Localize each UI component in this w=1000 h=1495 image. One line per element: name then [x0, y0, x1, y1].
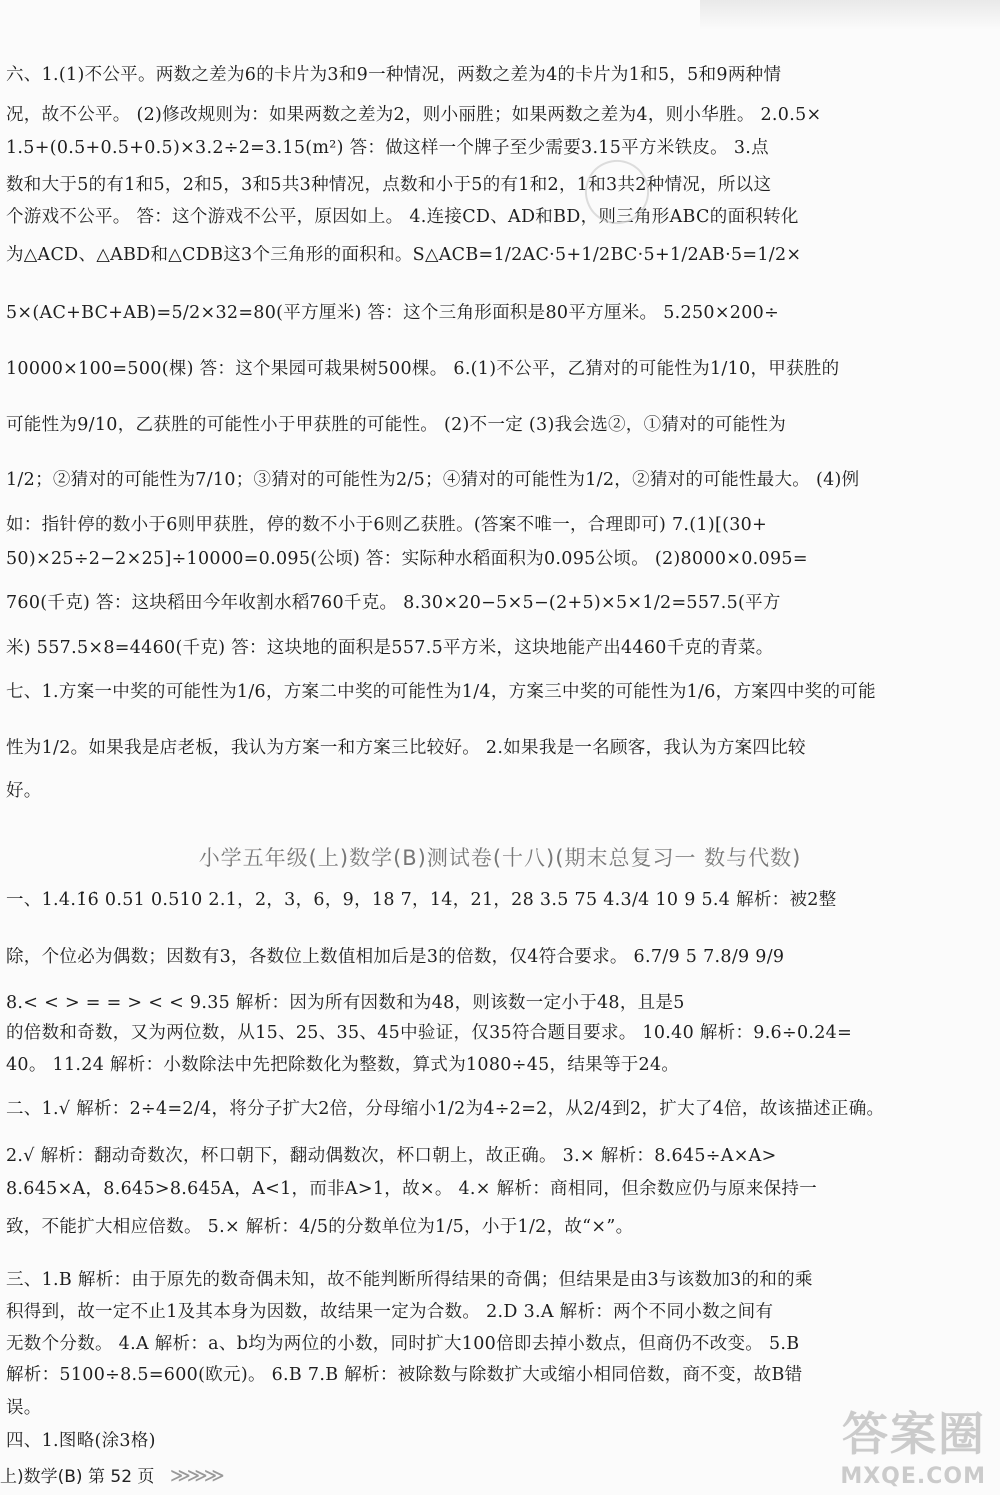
watermark: [840, 1398, 986, 1489]
answer-line: 可能性为9/10，乙获胜的可能性小于甲获胜的可能性。 (2)不一定 (3)我会选②，①猜对的可能性为: [6, 415, 786, 435]
answer-line: 无数个分数。 4.A 解析：a、b均为两位的小数，同时扩大100倍即去掉小数点，但商仍不改变。 5.B: [6, 1334, 800, 1354]
arrows-icon: ≫≫≫: [169, 1463, 221, 1487]
answer-line: 况，故不公平。 (2)修改规则为：如果两数之差为2，则小丽胜；如果两数之差为4，则小华胜。 2.0.5×: [6, 105, 822, 125]
watermark-url: MXQE.COM: [840, 1464, 986, 1489]
answer-line: 760(千克) 答：这块稻田今年收割水稻760千克。 8.30×20−5×5−(2+5)×5×1/2=557.5(平方: [6, 593, 781, 613]
answer-line: 性为1/2。如果我是店老板，我认为方案一和方案三比较好。 2.如果我是一名顾客，我认为方案四比较: [6, 738, 806, 758]
answer-line: 解析：5100÷8.5=600(欧元)。 6.B 7.B 解析：被除数与除数扩大或缩小相同倍数，商不变，故B错: [6, 1365, 803, 1385]
answer-line: 误。: [6, 1398, 42, 1418]
footer-page-number: 第 52 页: [87, 1467, 155, 1487]
answer-line: 六、1.(1)不公平。两数之差为6的卡片为3和9一种情况，两数之差为4的卡片为1和5，5和9两种情: [6, 65, 782, 85]
watermark-logo: 答案圈: [842, 1407, 986, 1461]
answer-line: 2.√ 解析：翻动奇数次，杯口朝下，翻动偶数次，杯口朝上，故正确。 3.× 解析：8.645÷A×A>: [6, 1146, 777, 1166]
section-title: 小学五年级(上)数学(B)测试卷(十八)(期末总复习一 数与代数): [198, 846, 802, 870]
answer-line: 致，不能扩大相应倍数。 5.× 解析：4/5的分数单位为1/5，小于1/2，故“×”。: [6, 1217, 634, 1237]
answer-line: 一、1.4.1̇6̇ 0.51 0.510 2.1，2，3，6，9，18 7，14，21，28 3.5 75 4.3/4 10 9 5.4 解析：被2整: [6, 890, 837, 910]
answer-line: 三、1.B 解析：由于原先的数奇偶未知，故不能判断所得结果的奇偶；但结果是由3与该数加3的和的乘: [6, 1270, 813, 1290]
answer-line: 40。 11.24 解析：小数除法中先把除数化为整数，算式为1080÷45，结果等于24。: [6, 1055, 680, 1075]
answer-line: 除，个位必为偶数；因数有3，各数位上数值相加后是3的倍数，仅4符合要求。 6.7/9 5 7.8/9 9/9: [6, 947, 785, 967]
answer-line: 好。: [6, 781, 42, 801]
answer-line: 七、1.方案一中奖的可能性为1/6，方案二中奖的可能性为1/4，方案三中奖的可能性为1/6，方案四中奖的可能: [6, 682, 876, 702]
answer-line: 10000×100=500(棵) 答：这个果园可栽果树500棵。 6.(1)不公平，乙猜对的可能性为1/10，甲获胜的: [6, 359, 840, 379]
answer-line: 如：指针停的数小于6则甲获胜，停的数不小于6则乙获胜。(答案不唯一，合理即可) 7.(1)[(30+: [6, 515, 768, 535]
answer-line: 二、1.√ 解析：2÷4=2/4，将分子扩大2倍，分母缩小1/2为4÷2=2，从2/4到2，扩大了4倍，故该描述正确。: [6, 1099, 885, 1119]
footer-subject: 上)数学(B): [0, 1467, 83, 1487]
answer-line: 的倍数和奇数，又为两位数，从15、25、35、45中验证，仅35符合题目要求。 10.40 解析：9.6÷0.24=: [6, 1023, 853, 1043]
answer-line: 米) 557.5×8=4460(千克) 答：这块地的面积是557.5平方米，这块地能产出4460千克的青菜。: [6, 638, 774, 658]
answer-line: 积得到，故一定不止1及其本身为因数，故结果一定为合数。 2.D 3.A 解析：两个不同小数之间有: [6, 1302, 774, 1322]
page-footer: [0, 1462, 221, 1487]
answer-line: 个游戏不公平。 答：这个游戏不公平，原因如上。 4.连接CD、AD和BD，则三角形ABC的面积转化: [6, 207, 799, 227]
answer-line: 1.5+(0.5+0.5+0.5)×3.2÷2=3.15(m²) 答：做这样一个牌子至少需要3.15平方米铁皮。 3.点: [6, 138, 769, 158]
answer-line: 5×(AC+BC+AB)=5/2×32=80(平方厘米) 答：这个三角形面积是80平方厘米。 5.250×200÷: [6, 303, 780, 323]
answer-line: 1/2；②猜对的可能性为7/10；③猜对的可能性为2/5；④猜对的可能性为1/2，②猜对的可能性最大。 (4)例: [6, 470, 860, 490]
answer-line: 四、1.图略(涂3格): [6, 1431, 156, 1451]
answer-line: 为△ACD、△ABD和△CDB这3个三角形的面积和。S△ACB=1/2AC·5+1/2BC·5+1/2AB·5=1/2×: [6, 245, 802, 265]
page-top-shadow: [700, 0, 1000, 30]
answer-line: 8.645×A，8.645>8.645A，A<1，而非A>1，故×。 4.× 解析：商相同，但余数应仍与原来保持一: [6, 1179, 818, 1199]
answer-line: 50)×25÷2−2×25]÷10000=0.095(公顷) 答：实际种水稻面积为0.095公顷。 (2)8000×0.095=: [6, 549, 808, 569]
answer-line: 数和大于5的有1和5，2和5，3和5共3种情况，点数和小于5的有1和2，1和3共2种情况，所以这: [6, 175, 772, 195]
answer-line: 8.< < > = = > < < 9.35 解析：因为所有因数和为48，则该数一定小于48，且是5: [6, 993, 685, 1013]
